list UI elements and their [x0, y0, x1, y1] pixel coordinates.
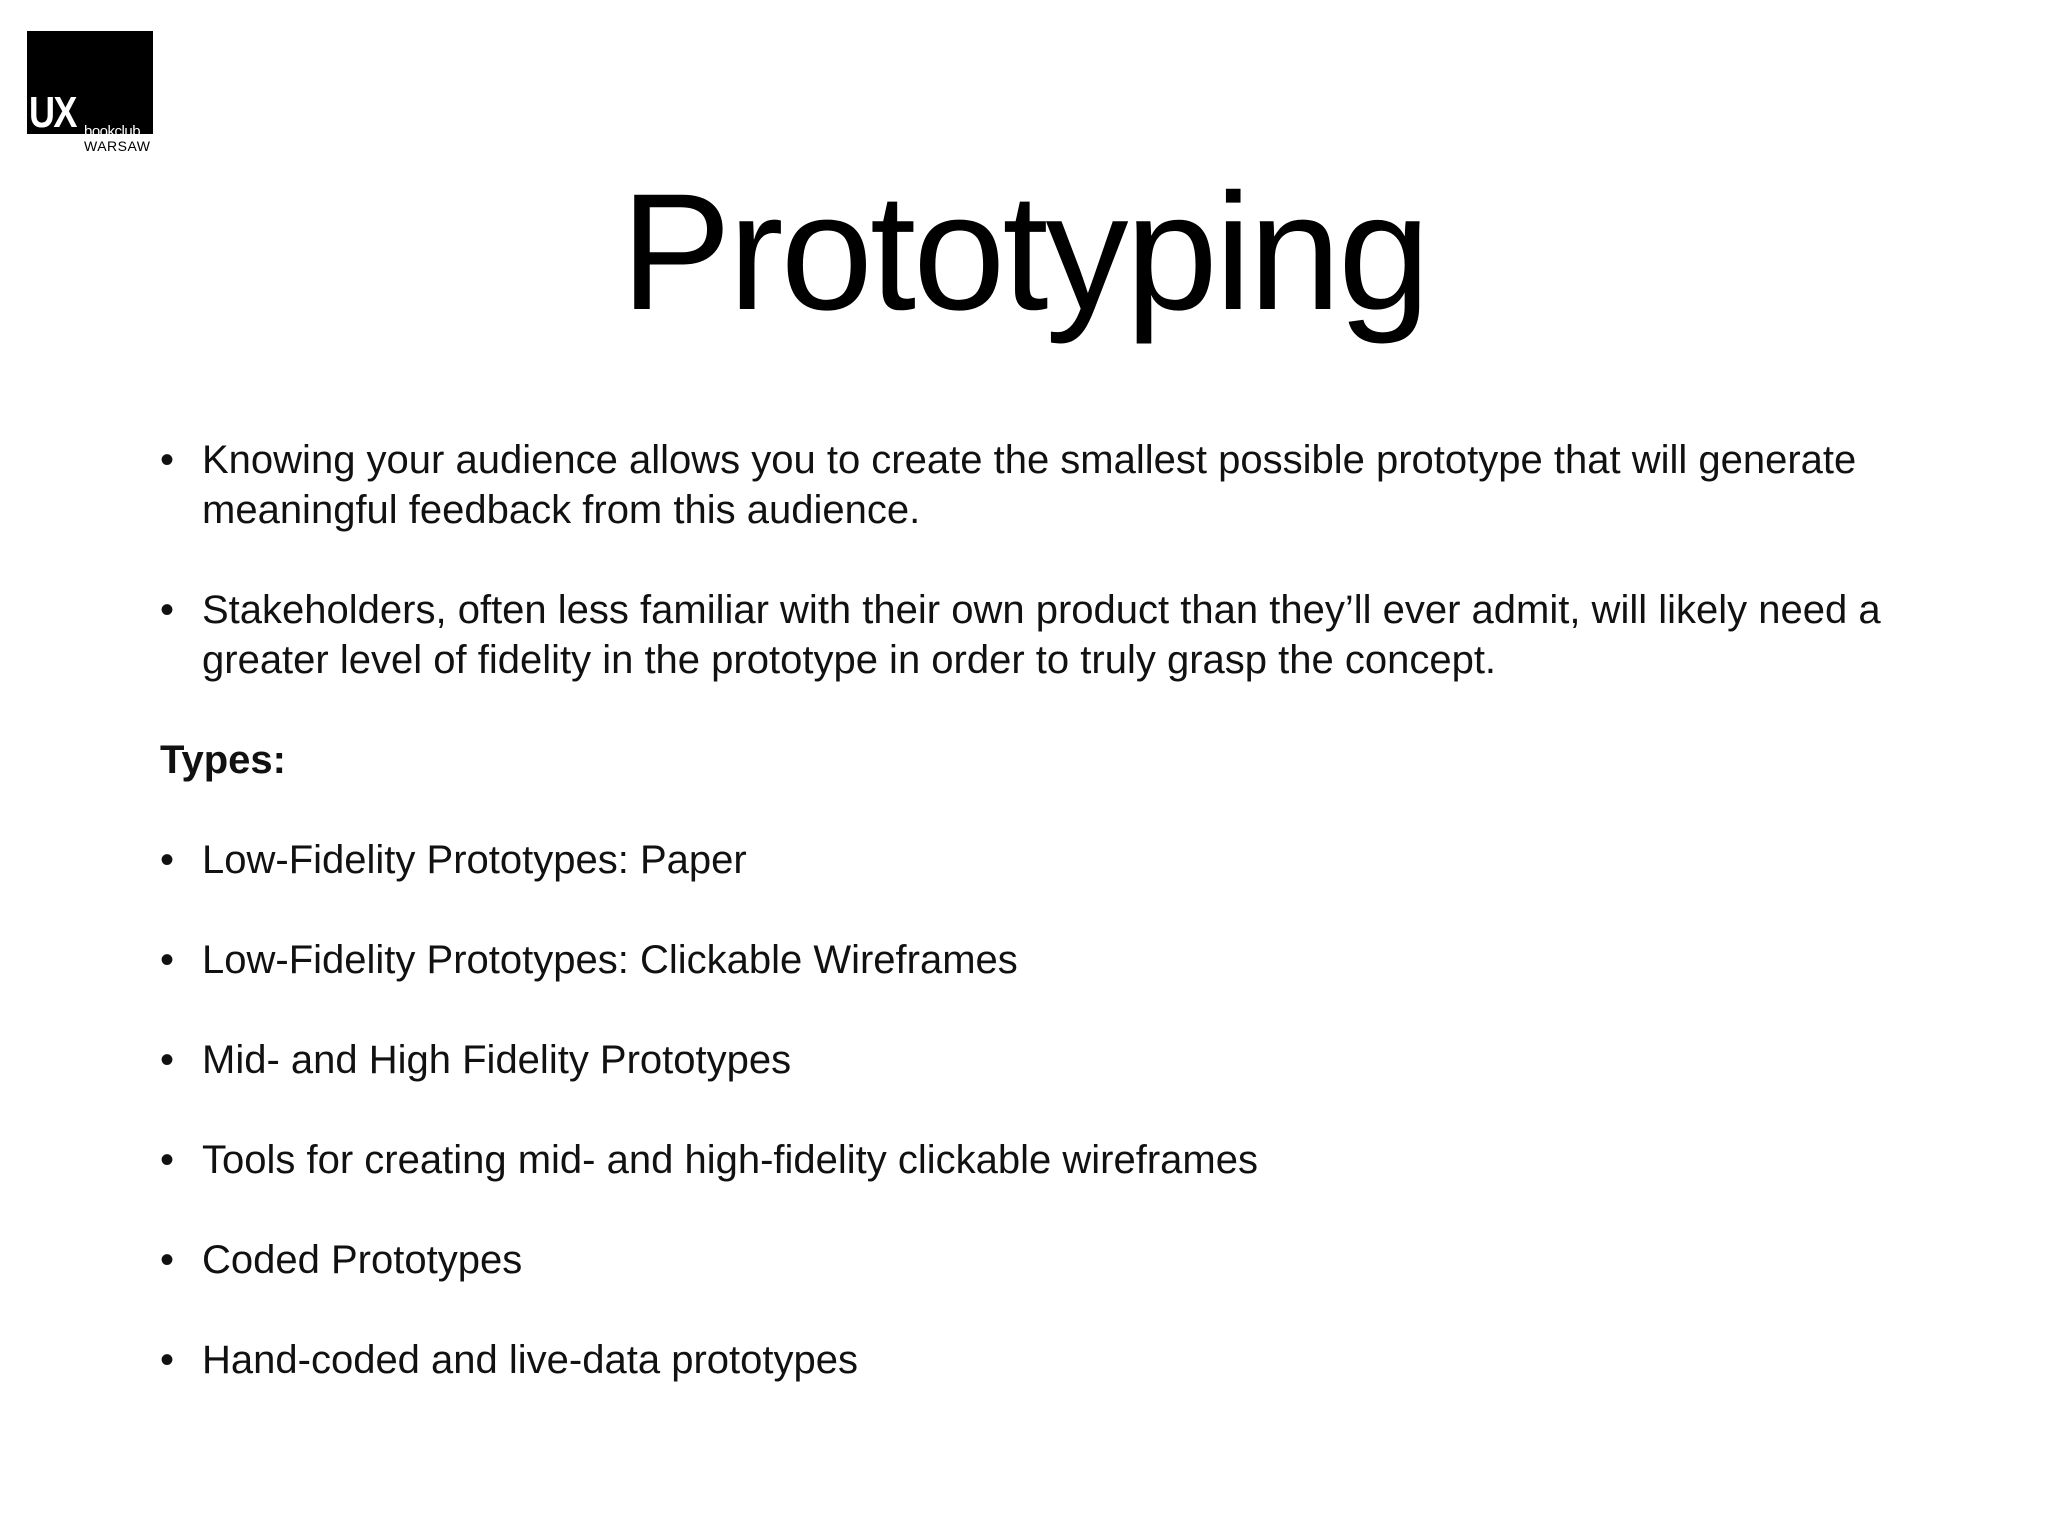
- intro-bullet: [160, 435, 1920, 535]
- ux-bookclub-warsaw-logo: [27, 31, 153, 155]
- intro-bullet-text: Knowing your audience allows you to create the smallest possible prototype that will generate meaningful feedback from this audience.: [202, 438, 1857, 532]
- type-bullet: [160, 935, 1920, 985]
- bullet-dot: •: [160, 1038, 175, 1082]
- type-bullet: [160, 1135, 1920, 1185]
- bullet-dot: •: [160, 838, 175, 882]
- type-bullet: [160, 1335, 1920, 1385]
- slide-body: [160, 435, 1920, 1435]
- bullet-dot: •: [160, 588, 175, 632]
- slide-title: Prototyping: [620, 160, 1428, 345]
- type-bullet: [160, 1035, 1920, 1085]
- type-bullet-text: Low-Fidelity Prototypes: Clickable Wireframes: [202, 938, 1018, 982]
- type-bullet-text: Hand-coded and live-data prototypes: [202, 1338, 858, 1382]
- types-heading: Types:: [160, 738, 286, 782]
- type-bullet-text: Low-Fidelity Prototypes: Paper: [202, 838, 747, 882]
- logo-warsaw-text: WARSAW: [84, 138, 151, 154]
- bullet-dot: •: [160, 438, 175, 482]
- bullet-dot: •: [160, 1138, 175, 1182]
- type-bullet-text: Coded Prototypes: [202, 1238, 523, 1282]
- type-bullet-text: Tools for creating mid- and high-fidelity clickable wireframes: [202, 1138, 1258, 1182]
- intro-bullet: [160, 585, 1920, 685]
- bullet-dot: •: [160, 1338, 175, 1382]
- bullet-dot: •: [160, 1238, 175, 1282]
- type-bullet: [160, 1235, 1920, 1285]
- bullet-dot: •: [160, 938, 175, 982]
- intro-bullet-text: Stakeholders, often less familiar with their own product than they’ll ever admit, will likely need a greater level of fidelity in the prototype in order to truly grasp the concept.: [202, 588, 1881, 682]
- type-bullet-text: Mid- and High Fidelity Prototypes: [202, 1038, 792, 1082]
- type-bullet: [160, 835, 1920, 885]
- logo-bookclub-text: bookclub: [84, 123, 141, 140]
- logo-ux-mark: UX: [29, 88, 76, 137]
